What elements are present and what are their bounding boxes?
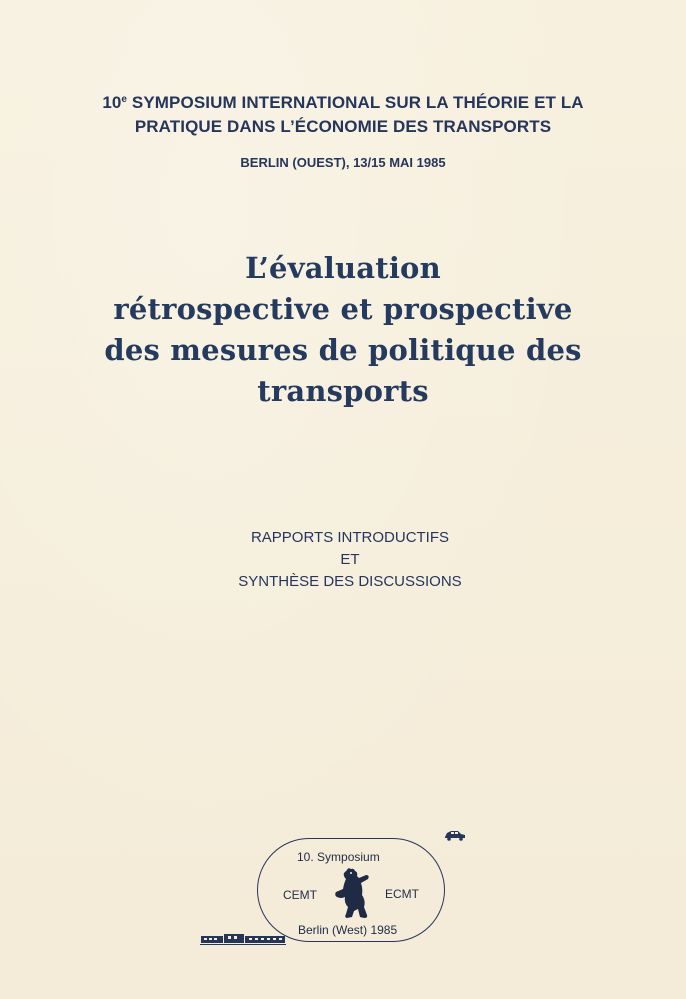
symposium-logo bbox=[195, 825, 485, 955]
bear-icon bbox=[333, 867, 371, 919]
symposium-heading-rest: SYMPOSIUM INTERNATIONAL SUR LA THÉORIE ET LA bbox=[127, 93, 584, 112]
document-subtitle bbox=[0, 527, 686, 593]
symposium-heading-line1 bbox=[0, 88, 686, 115]
title-line-2: rétrospective et prospective bbox=[113, 292, 573, 326]
logo-cemt-label: CEMT bbox=[283, 888, 317, 902]
title-line-1: L’évaluation bbox=[245, 251, 441, 285]
symposium-heading bbox=[0, 88, 686, 139]
symposium-heading-line2: PRATIQUE DANS L’ÉCONOMIE DES TRANSPORTS bbox=[134, 117, 552, 136]
document-title bbox=[0, 248, 686, 412]
subtitle-line-2: ET bbox=[340, 551, 360, 568]
title-line-3: des mesures de politique des bbox=[104, 333, 582, 367]
subtitle-line-3: SYNTHÈSE DES DISCUSSIONS bbox=[238, 573, 462, 590]
subtitle-line-1: RAPPORTS INTRODUCTIFS bbox=[250, 529, 450, 546]
ordinal-number: 10 bbox=[102, 93, 122, 112]
location-date: BERLIN (OUEST), 13/15 MAI 1985 bbox=[240, 155, 446, 170]
logo-berlin-label: Berlin (West) 1985 bbox=[298, 923, 398, 937]
train-icon bbox=[200, 932, 286, 946]
logo-ecmt-label: ECMT bbox=[385, 887, 419, 901]
title-line-4: transports bbox=[257, 374, 429, 408]
ordinal-suffix: e bbox=[121, 94, 128, 105]
car-icon bbox=[443, 829, 467, 841]
logo-symposium-label: 10. Symposium bbox=[297, 850, 380, 864]
